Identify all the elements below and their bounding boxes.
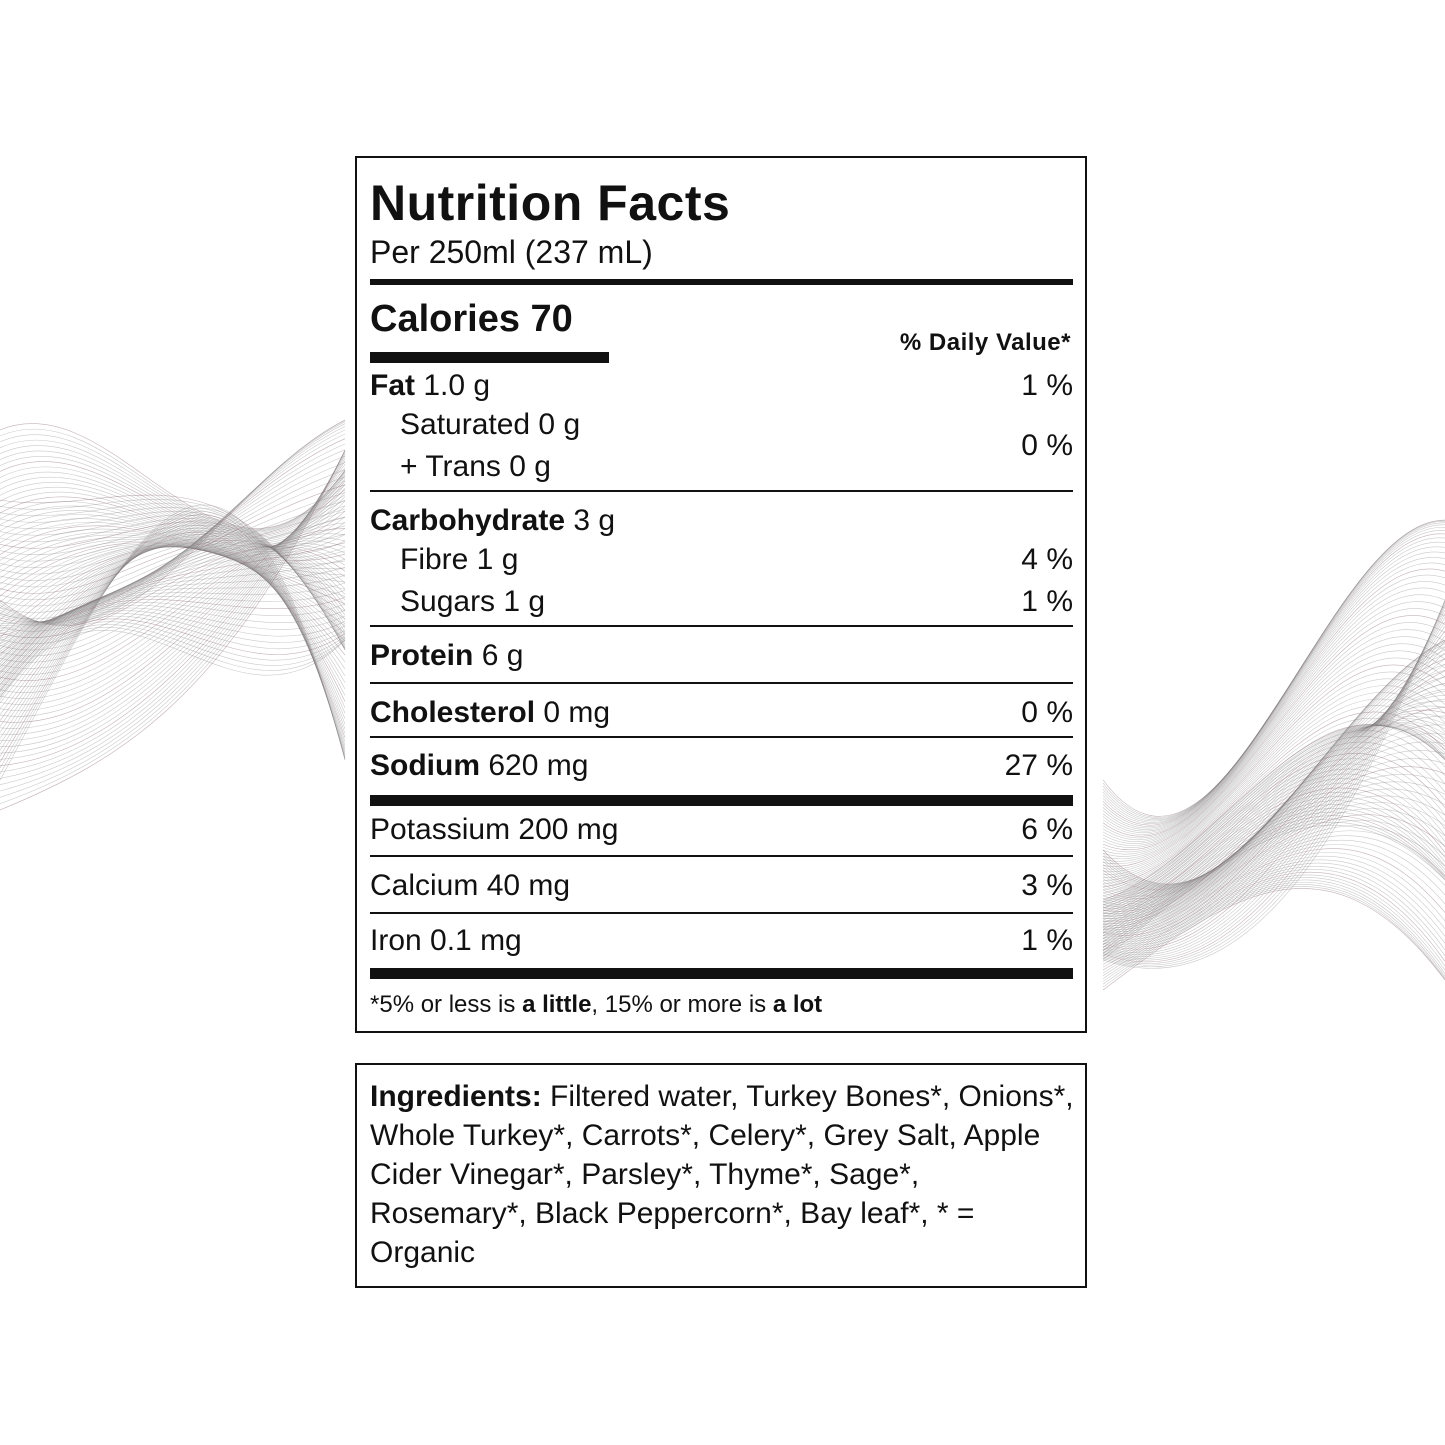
sodium-label: Sodium (370, 749, 480, 782)
potassium-row: Potassium 200 mg (370, 813, 619, 846)
footnote-lot: a lot (772, 991, 823, 1018)
protein-amount: 6 g (481, 639, 524, 672)
fibre-row: Fibre 1 g (400, 543, 519, 576)
carbohydrate-row (370, 506, 615, 536)
thick-divider (370, 795, 1073, 806)
potassium-daily-value: 6 % (1021, 813, 1073, 846)
sugars-daily-value: 1 % (1021, 585, 1073, 618)
wave-band-left (0, 423, 345, 780)
sugars-row: Sugars 1 g (400, 585, 546, 618)
wave-band-right (1103, 640, 1445, 990)
divider (370, 682, 1073, 684)
ingredients-list: Filtered water, Turkey Bones*, Onions*, Whole Turkey*, Carrots*, Celery*, Grey Salt, Apple Cider Vinegar*, Parsley*, Thyme*, Sage*, Rosemary*, Black Peppercorn*, Bay leaf*, * = Organic (370, 1080, 1074, 1269)
divider (370, 490, 1073, 492)
cholesterol-row (370, 698, 610, 728)
thick-divider (370, 968, 1073, 979)
protein-label: Protein (370, 639, 474, 672)
saturated-row: Saturated 0 g (400, 408, 581, 441)
divider (370, 855, 1073, 857)
fat-amount: 1.0 g (423, 369, 491, 402)
ingredients-panel (355, 1063, 1087, 1288)
ingredients-label: Ingredients: (370, 1080, 542, 1113)
nutrition-title: Nutrition Facts (370, 175, 731, 231)
divider (370, 912, 1073, 914)
nutrition-facts-panel (355, 156, 1087, 1033)
footnote-text: *5% or less is (370, 991, 523, 1018)
fat-label: Fat (370, 369, 415, 402)
calcium-row: Calcium 40 mg (370, 869, 571, 902)
iron-daily-value: 1 % (1021, 924, 1073, 957)
cholesterol-label: Cholesterol (370, 696, 536, 729)
trans-row: + Trans 0 g (400, 450, 551, 483)
divider (370, 625, 1073, 627)
cholesterol-daily-value: 0 % (1021, 696, 1073, 729)
serving-size: Per 250ml (237 mL) (370, 234, 653, 270)
iron-row: Iron 0.1 mg (370, 924, 522, 957)
cholesterol-amount: 0 mg (543, 696, 611, 729)
fat-daily-value: 1 % (1021, 369, 1073, 402)
daily-value-footnote (370, 993, 822, 1017)
sodium-row (370, 751, 588, 781)
protein-row (370, 641, 523, 671)
daily-value-header: % Daily Value* (899, 329, 1071, 356)
divider (370, 736, 1073, 738)
wave-band-right (1103, 600, 1445, 968)
fat-row (370, 371, 490, 401)
calories-value: 70 (530, 298, 573, 340)
sodium-daily-value: 27 % (1004, 749, 1073, 782)
calories-label: Calories (370, 298, 520, 340)
carbohydrate-label: Carbohydrate (370, 504, 566, 537)
footnote-little: a little (522, 991, 592, 1018)
sat-trans-daily-value: 0 % (1021, 429, 1073, 462)
sodium-amount: 620 mg (488, 749, 589, 782)
calcium-daily-value: 3 % (1021, 869, 1073, 902)
fibre-daily-value: 4 % (1021, 543, 1073, 576)
ingredients-text-block (370, 1077, 1080, 1272)
carbohydrate-amount: 3 g (573, 504, 616, 537)
calories-line (370, 300, 573, 338)
calories-underline (370, 352, 609, 363)
thick-divider (370, 279, 1073, 285)
footnote-text: , 15% or more is (591, 991, 773, 1018)
